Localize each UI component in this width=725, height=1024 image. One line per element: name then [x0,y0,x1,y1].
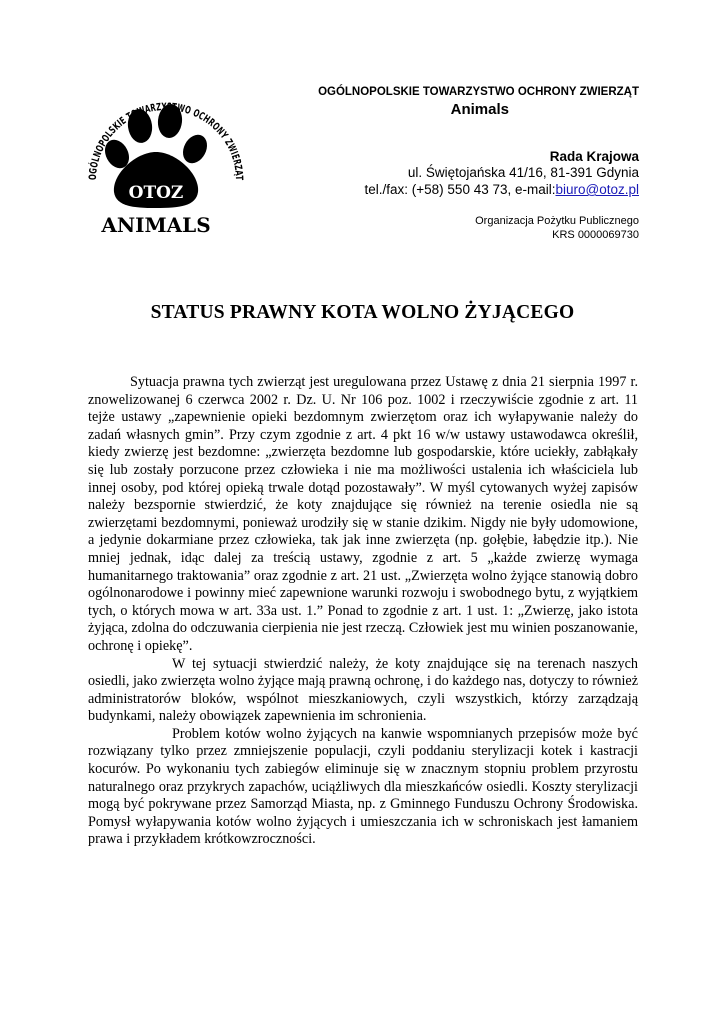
otoz-badge: OTOZ [128,183,184,203]
address-line: ul. Świętojańska 41/16, 81-391 Gdynia [407,165,639,180]
organization-subtitle: Animals [450,101,509,118]
contact-phone: tel./fax: (+58) 550 43 73, e-mail: [364,182,556,197]
animals-wordmark: ANIMALS [101,213,211,237]
email-link[interactable]: biuro@otoz.pl [555,182,639,197]
council-name: Rada Krajowa [549,149,639,164]
contact-line [365,182,639,197]
paragraph: W tej sytuacji stwierdzić należy, że koty znajdujące się na terenach naszych osiedli, jako zwierzęta wolno żyjące mają prawną ochronę, i do każdego nas, dotyczy to również administratorów bloków, wspólnot mieszkaniowych, czyli wszystkich, którzy zarządzają budynkami, należy obowiązek zapewnienia im schronienia. [88,655,638,725]
paragraph: Sytuacja prawna tych zwierząt jest uregulowana przez Ustawę z dnia 21 sierpnia 1997 r. znowelizowanej 6 czerwca 2002 r. Dz. U. Nr 106 poz. 1002 i rzeczywiście zgodnie z art. 11 tejże ustawy „zapewnienie opieki bezdomnym zwierzętom oraz ich wyłapywanie należy do zadań własnych gmin”. Przy czym zgodnie z art. 4 pkt 16 w/w ustawy ustawodawca określił, kiedy zwierzę jest bezdomne: „zwierzęta bezdomne lub gospodarskie, które uciekły, zabłąkały się lub zostały porzucone przez człowieka i nie ma możliwości ustalenia ich właściciela lub innej osoby, pod której opieką trwale dotąd pozostawały”. W myśl cytowanych wyżej zapisów należy bezspornie stwierdzić, że koty znajdujące się również na terenie osiedla nie są zwierzętami bezdomnymi, ponieważ urodziły się w stanie dzikim. Nigdy nie były udomowione, a jedynie dokarmiane przez człowieka, tak jak inne zwierzęta (np. gołębie, łabędzie itp.). Nie mniej jednak, idąc dalej za treścią ustawy, zgodnie z art. 5 „każde zwierzę wymaga humanitarnego traktowania” oraz zgodnie z art. 21 ust. „Zwierzęta wolno żyjące stanowią dobro ogólnonarodowe i powinny mieć zapewnione warunki rozwoju i swobodnego bytu, z wyjątkiem tych, o których mowa w art. 33a ust. 1.” Ponad to zgodnie z art. 1 ust. 1: „Zwierzę, jako istota żyjąca, zdolna do odczuwania cierpienia nie jest rzeczą. Człowiek jest mu winien poszanowanie, ochronę i opiekę”. [88,374,638,654]
organization-status: Organizacja Pożytku Publicznego [475,215,639,227]
paw-logo-icon [76,74,248,238]
organization-name: OGÓLNOPOLSKIE TOWARZYSTWO OCHRONY ZWIERZĄT [318,86,639,98]
document-title: STATUS PRAWNY KOTA WOLNO ŻYJĄCEGO [150,302,575,323]
krs-number: KRS 0000069730 [552,229,639,241]
svg-text:OGÓLNOPOLSKIE TOWARZYSTWO OCHR: OGÓLNOPOLSKIE ARZ WO OCHRONY ZWIERZĄT [87,101,245,183]
document-body [88,374,638,849]
otoz-logo [76,74,248,238]
paragraph: Problem kotów wolno żyjących na kanwie wspomnianych przepisów może być rozwiązany tylko przez zmniejszenie populacji, czyli poddaniu sterylizacji kotek i kastracji kocurów. Po wykonaniu tych zabiegów eliminuje się w znacznym stopniu problem przyrostu naturalnego oraz przykrych zapachów, uciążliwych dla mieszkańców osiedli. Koszty sterylizacji mogą być pokrywane przez Samorząd Miasta, np. z Gminnego Funduszu Ochrony Środowiska. Pomysł wyłapywania kotów wolno żyjących i umieszczania ich w schroniskach jest łamaniem prawa i przykładem krótkowzroczności. [88,725,638,848]
